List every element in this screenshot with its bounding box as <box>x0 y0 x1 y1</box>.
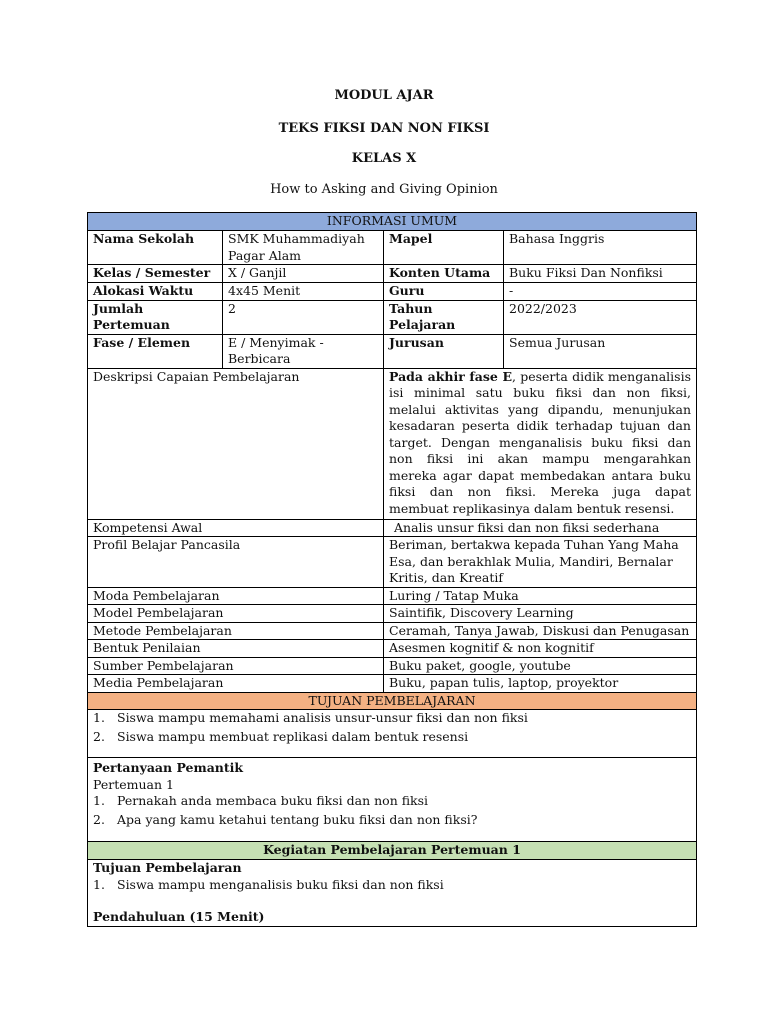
list-text: Siswa mampu menganalisis buku fiksi dan non fiksi <box>117 876 444 892</box>
info-row <box>88 300 697 334</box>
list-text: Siswa mampu membuat replikasi dalam bentuk resensi <box>117 728 469 744</box>
detail-label: Bentuk Penilaian <box>88 640 384 658</box>
deskripsi-body: , peserta didik menganalisis isi minimal satu buku fiksi dan non fiksi, melalui aktivitas yang dipandu, menunjukan kesadaran peserta didik terhadap tujuan dan target. Dengan menganalisis buku fiksi dan non fiksi ini akan mampu mengarahkan mereka agar dapat membedakan antara buku fiksi dan non fiksi. Mereka juga dapat membuat replikasinya dalam bentuk resensi. <box>389 368 691 516</box>
detail-label: Model Pembelajaran <box>88 605 384 623</box>
detail-label: Moda Pembelajaran <box>88 587 384 605</box>
kegiatan-section <box>88 860 697 927</box>
detail-row <box>88 537 697 588</box>
detail-value: Buku, papan tulis, laptop, proyektor <box>384 675 697 693</box>
info-label: Jurusan <box>384 334 504 368</box>
list-text: Apa yang kamu ketahui tentang buku fiksi dan non fiksi? <box>117 811 478 827</box>
pendahuluan-heading: Pendahuluan (15 Menit) <box>93 909 265 924</box>
info-row <box>88 265 697 283</box>
info-value: X / Ganjil <box>223 265 384 283</box>
detail-row <box>88 587 697 605</box>
pemantik-section <box>88 758 697 842</box>
detail-value: Luring / Tatap Muka <box>384 587 697 605</box>
informasi-umum-heading: INFORMASI UMUM <box>88 213 697 231</box>
info-label: Nama Sekolah <box>88 231 223 265</box>
detail-value: Saintifik, Discovery Learning <box>384 605 697 623</box>
detail-label: Sumber Pembelajaran <box>88 657 384 675</box>
info-value: E / Menyimak - Berbicara <box>223 334 384 368</box>
tujuan-heading: TUJUAN PEMBELAJARAN <box>88 692 697 710</box>
detail-row <box>88 640 697 658</box>
list-item <box>93 729 691 746</box>
detail-row <box>88 657 697 675</box>
kegiatan-subheading: Tujuan Pembelajaran <box>93 860 242 875</box>
detail-value: Ceramah, Tanya Jawab, Diskusi dan Penugasan <box>384 622 697 640</box>
deskripsi-row <box>88 368 697 519</box>
info-label: Guru <box>384 283 504 301</box>
deskripsi-text <box>384 368 697 519</box>
detail-label: Kompetensi Awal <box>88 519 384 537</box>
info-label: Konten Utama <box>384 265 504 283</box>
detail-value: Beriman, bertakwa kepada Tuhan Yang Maha Esa, dan berakhlak Mulia, Mandiri, Bernalar Kritis, dan Kreatif <box>384 537 697 588</box>
info-label: Jumlah Pertemuan <box>88 300 223 334</box>
info-row <box>88 283 697 301</box>
list-item <box>93 812 691 829</box>
list-number: 1. <box>93 710 105 725</box>
list-item <box>93 793 691 810</box>
detail-label: Media Pembelajaran <box>88 675 384 693</box>
info-row <box>88 231 697 265</box>
info-label: Tahun Pelajaran <box>384 300 504 334</box>
detail-value: Analis unsur fiksi dan non fiksi sederhana <box>384 519 697 537</box>
list-number: 1. <box>93 793 105 808</box>
detail-row <box>88 605 697 623</box>
info-label: Alokasi Waktu <box>88 283 223 301</box>
detail-row <box>88 675 697 693</box>
module-table <box>87 212 697 927</box>
detail-label: Profil Belajar Pancasila <box>88 537 384 588</box>
detail-row <box>88 519 697 537</box>
tujuan-list <box>88 710 697 758</box>
info-row <box>88 334 697 368</box>
doc-topic: How to Asking and Giving Opinion <box>270 182 498 197</box>
list-text: Pernakah anda membaca buku fiksi dan non fiksi <box>117 793 429 808</box>
pemantik-heading: Pertanyaan Pemantik <box>93 760 244 775</box>
info-value: 2 <box>223 300 384 334</box>
info-value: 2022/2023 <box>504 300 697 334</box>
detail-label: Metode Pembelajaran <box>88 622 384 640</box>
list-number: 2. <box>93 728 105 744</box>
info-value: Semua Jurusan <box>504 334 697 368</box>
info-label: Fase / Elemen <box>88 334 223 368</box>
deskripsi-bold-lead: Pada akhir fase E <box>389 368 513 384</box>
deskripsi-label: Deskripsi Capaian Pembelajaran <box>88 368 384 519</box>
detail-row <box>88 622 697 640</box>
info-value: Bahasa Inggris <box>504 231 697 265</box>
info-value: 4x45 Menit <box>223 283 384 301</box>
info-label: Kelas / Semester <box>88 265 223 283</box>
doc-subtitle: TEKS FIKSI DAN NON FIKSI <box>278 121 490 136</box>
list-number: 1. <box>93 876 105 892</box>
kegiatan-heading: Kegiatan Pembelajaran Pertemuan 1 <box>88 842 697 860</box>
info-value: - <box>504 283 697 301</box>
detail-value: Asesmen kognitif & non kognitif <box>384 640 697 658</box>
info-label: Mapel <box>384 231 504 265</box>
info-value: SMK Muhammadiyah Pagar Alam <box>223 231 384 265</box>
doc-class: KELAS X <box>351 151 417 166</box>
pemantik-session: Pertemuan 1 <box>93 776 174 792</box>
list-text: Siswa mampu memahami analisis unsur-unsur fiksi dan non fiksi <box>117 710 528 725</box>
list-item <box>93 710 691 727</box>
doc-title: MODUL AJAR <box>334 88 434 103</box>
list-item <box>93 877 691 894</box>
detail-value: Buku paket, google, youtube <box>384 657 697 675</box>
info-value: Buku Fiksi Dan Nonfiksi <box>504 265 697 283</box>
list-number: 2. <box>93 811 105 827</box>
